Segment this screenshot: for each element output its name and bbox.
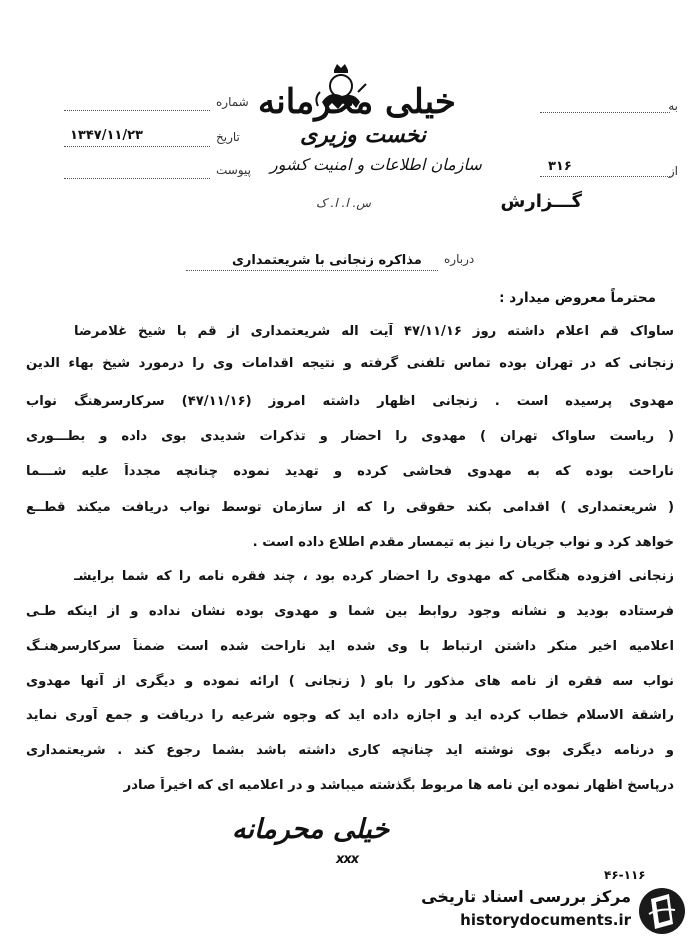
organization-name: سازمان اطلاعات و امنیت کشور: [270, 155, 482, 174]
paragraph-1-line: خواهد کرد و نواب جریان را نیز به تیمسار مقدم اطلاع داده است .: [252, 535, 674, 550]
paragraph-2-line: درپاسخ اظهار نموده این نامه ها مربوط بگذشته میباشد و در اعلامیه ای که اخیراً صادر: [123, 778, 674, 793]
number-label: شماره: [216, 95, 249, 109]
footer-classification: خیلی محرمانه: [232, 814, 390, 845]
paragraph-2-line: اعلامیه اخیر منکر داشتن ارتباط با وی شده اید ناراحت شده است ضمناً سرکارسرهنـگ: [26, 639, 674, 654]
paragraph-2-line: و درنامه دیگری بوی نوشته اید چنانچه کاری داشته باشد بشما رجوع کند . شریعتمداری: [26, 743, 674, 758]
to-label: به: [668, 99, 678, 113]
paragraph-2-line: نواب سه فقره از نامه های مذکور را باو ( زنجانی ) ارائه نموده و دیگری از آنها مهدوی: [26, 674, 674, 689]
date-value: ۱۳۴۷/۱۱/۲۳: [70, 128, 143, 143]
paragraph-1-line: مهدوی پرسیده است . زنجانی اظهار داشته امروز (۴۷/۱۱/۱۶) سرکارسرهنگ نواب: [26, 394, 674, 409]
attachment-label: پیوست: [216, 163, 251, 177]
classification-stamp: خیلی محرمانه: [258, 82, 456, 122]
subject-value: مذاکره زنجانی با شریعتمداری: [232, 253, 422, 268]
footer-mark: xxx: [336, 852, 359, 867]
archive-logo-icon: [637, 886, 687, 936]
paragraph-1-line: ( ریاست ساواک تهران ) مهدوی را احضار و تذکرات شدیدی بوی داده و بطـــوری: [26, 429, 674, 444]
ministry-name: نخست وزیری: [300, 122, 426, 148]
from-field-line: [540, 176, 670, 177]
report-label: گـــزارش: [500, 191, 582, 212]
date-label: تاریخ: [216, 130, 240, 144]
subject-label: درباره: [444, 252, 475, 266]
paragraph-1-line: ساواک قم اعلام داشته روز ۴۷/۱۱/۱۶ آیت اله شریعتمداری از قم با شیخ غلامرضا: [74, 324, 674, 339]
paragraph-1-line: زنجانی که در تهران بوده تماس تلفنی گرفته و نتیجه اقدامات وی را درمورد شیخ بهاء الدین: [26, 356, 674, 371]
watermark-url: historydocuments.ir: [460, 911, 631, 929]
paragraph-1-line: ( شریعتمداری ) اقدامی بکند حقوقی را که از سازمان توسط نواب دریافت میکند قطــع: [26, 500, 674, 515]
date-field-line: [64, 146, 210, 147]
watermark-title: مرکز بررسی اسناد تاریخی: [421, 887, 631, 906]
attachment-field-line: [64, 178, 210, 179]
page-number: ۴۶-۱۱۶: [604, 868, 646, 882]
archive-watermark: [413, 883, 693, 939]
salutation: محترماً معروض میدارد :: [499, 290, 656, 306]
from-value: ۳۱۶: [548, 159, 572, 174]
from-label: از: [668, 164, 678, 178]
to-field-line: [540, 112, 670, 113]
subject-field-line: [186, 270, 438, 271]
paragraph-2-line: راشقة الاسلام خطاب کرده اید و اجازه داده اید که وجوه شرعیه را دریافت و جمع آوری نماید: [26, 708, 674, 723]
organization-code: س. ا. ا. ک: [316, 196, 371, 210]
number-field-line: [64, 110, 210, 111]
paragraph-2-line: فرستاده بودید و نشانه وجود روابط بین شما و مهدوی بوده نشان نداده و از اینکه طـی: [26, 604, 674, 619]
paragraph-2-line: زنجانی افزوده هنگامی که مهدوی را احضار کرده بود ، چند فقره نامه را که شما برایشـ: [74, 569, 674, 584]
paragraph-1-line: ناراحت بوده که به مهدوی فحاشی کرده و تهدید نموده چنانچه مجدداً علیه شـــما: [26, 464, 674, 479]
